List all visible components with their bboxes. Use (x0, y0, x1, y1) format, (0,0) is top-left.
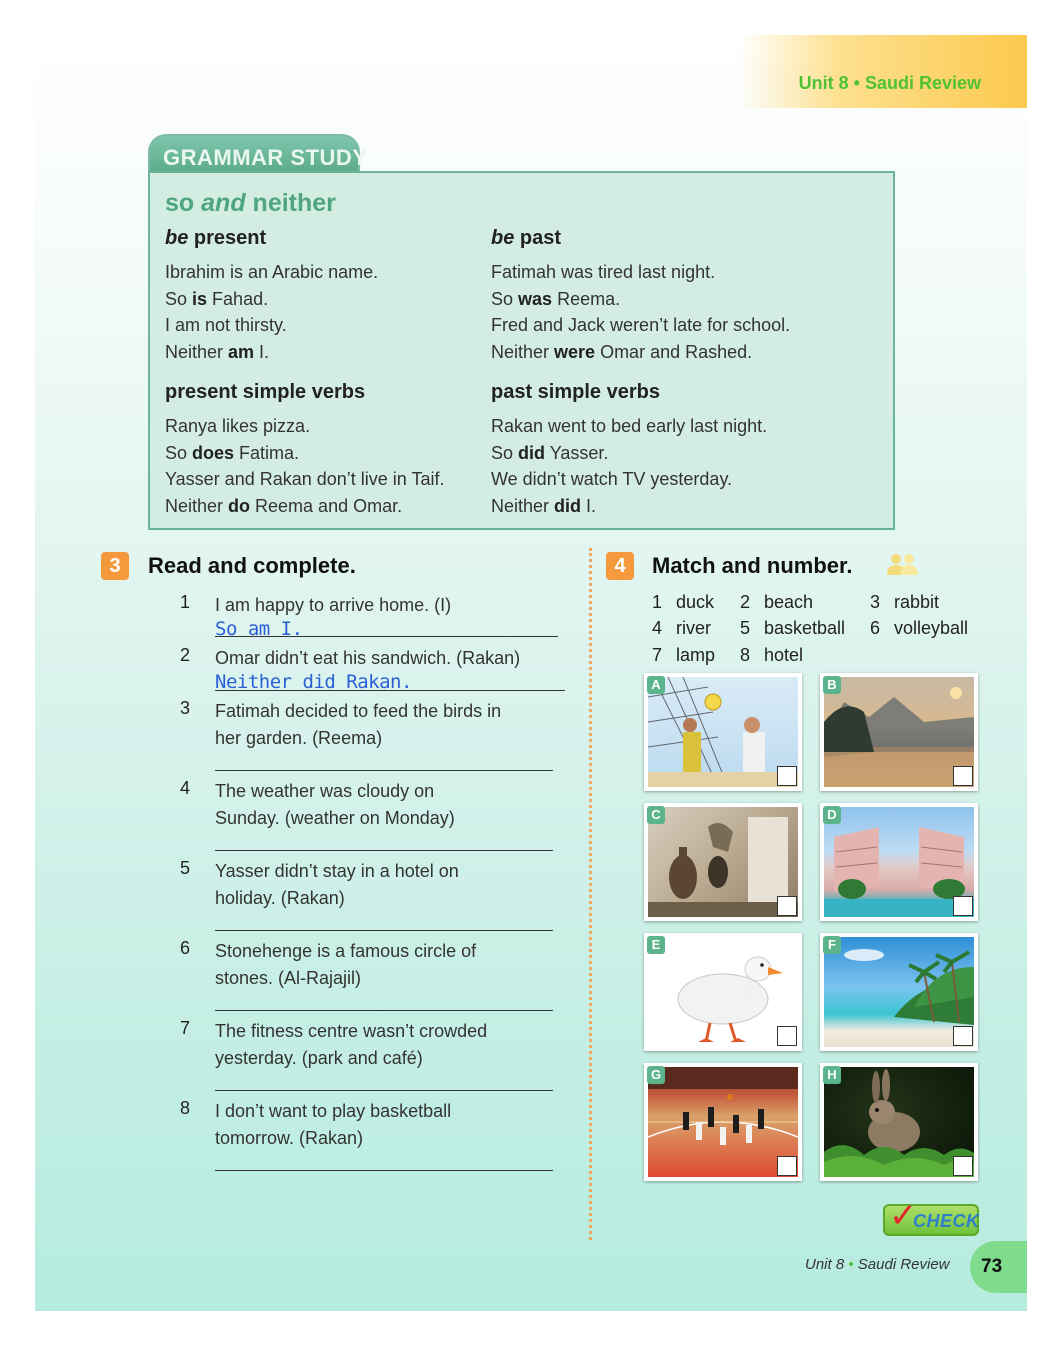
lamp-image (648, 807, 798, 917)
column-divider (589, 548, 592, 1240)
beach-image (824, 937, 974, 1047)
word-3: 3 rabbit (870, 592, 940, 612)
unit-banner (738, 35, 1027, 108)
answer-line-8[interactable] (215, 1170, 553, 1171)
river-image (824, 677, 974, 787)
photo-a-volleyball: A (644, 673, 802, 791)
answer-box-h[interactable] (953, 1156, 973, 1176)
grammar-section-be-past: be past Fatimah was tired last night. So was Reema. Fred and Jack weren’t late for school. Neither were Omar and Rashed. (491, 227, 791, 362)
exercise-4-number: 4 (606, 552, 634, 580)
answer-line-6[interactable] (215, 1010, 553, 1011)
answer-line-7[interactable] (215, 1090, 553, 1091)
answer-box-f[interactable] (953, 1026, 973, 1046)
photo-e-duck: E (644, 933, 802, 1051)
page-number: 73 (981, 1256, 1003, 1277)
word-8: 8 hotel (740, 645, 804, 665)
footer-unit-label: Unit 8 • Saudi Review (805, 1256, 950, 1273)
exercise-3-title: Read and complete. (148, 553, 356, 578)
answer-line-5[interactable] (215, 930, 553, 931)
word-1: 1 duck (652, 592, 715, 612)
answer-line-3[interactable] (215, 770, 553, 771)
rabbit-image (824, 1067, 974, 1177)
answer-1[interactable]: So am I. (215, 618, 303, 640)
grammar-study-label: GRAMMAR STUDY (163, 145, 368, 170)
duck-image (648, 937, 798, 1047)
check-button[interactable]: ✓ CHECK (883, 1204, 979, 1236)
photo-f-beach: F (820, 933, 978, 1051)
grammar-section-past-simple: past simple verbs Rakan went to bed early last night. So did Yasser. We didn’t watch TV yesterday. Neither did I. (491, 381, 768, 516)
photo-d-hotel: D (820, 803, 978, 921)
checkmark-icon: ✓ (889, 1197, 918, 1235)
exercise-4-title: Match and number. (652, 553, 853, 578)
word-5: 5 basketball (740, 618, 846, 638)
word-6: 6 volleyball (870, 618, 969, 638)
photo-b-river: B (820, 673, 978, 791)
exercise-3-number: 3 (101, 552, 129, 580)
hotel-image (824, 807, 974, 917)
answer-box-a[interactable] (777, 766, 797, 786)
word-4: 4 river (652, 618, 711, 638)
basketball-image (648, 1067, 798, 1177)
answer-box-b[interactable] (953, 766, 973, 786)
grammar-section-be-present: be present Ibrahim is an Arabic name. So is Fahad. I am not thirsty. Neither am I. (165, 227, 379, 362)
unit-label: Unit 8 • Saudi Review (798, 73, 981, 93)
photo-g-basketball: G (644, 1063, 802, 1181)
answer-box-e[interactable] (777, 1026, 797, 1046)
answer-line-1[interactable] (215, 636, 558, 637)
grammar-box (148, 171, 895, 530)
grammar-title: so and neither (165, 189, 336, 217)
word-2: 2 beach (740, 592, 814, 612)
answer-2[interactable]: Neither did Rakan. (215, 671, 412, 693)
grammar-section-present-simple: present simple verbs Ranya likes pizza. So does Fatima. Yasser and Rakan don’t live in Taif. Neither do Reema and Omar. (165, 381, 445, 516)
volleyball-image (648, 677, 798, 787)
answer-box-g[interactable] (777, 1156, 797, 1176)
answer-line-2[interactable] (215, 690, 565, 691)
photo-h-rabbit: H (820, 1063, 978, 1181)
answer-line-4[interactable] (215, 850, 553, 851)
pair-work-icon (884, 552, 922, 576)
photo-c-lamp: C (644, 803, 802, 921)
answer-box-c[interactable] (777, 896, 797, 916)
word-7: 7 lamp (652, 645, 716, 665)
grammar-study-tab (148, 134, 368, 174)
answer-box-d[interactable] (953, 896, 973, 916)
